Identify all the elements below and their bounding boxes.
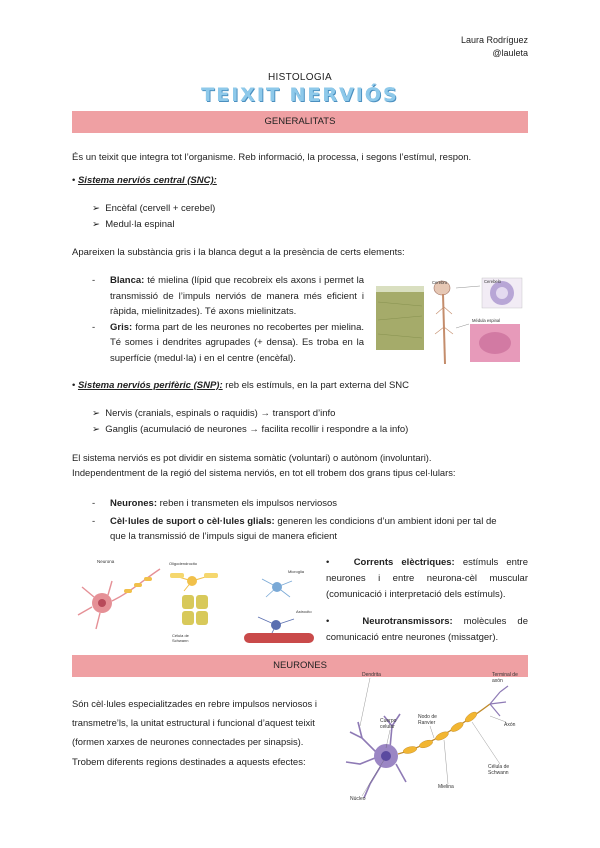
list-item-text: Nervis (cranials, espinals o raquidis) → transport d’info	[105, 408, 336, 419]
bullet-dot: •	[326, 557, 330, 568]
neurones-line: Són cèl·lules especialitzades en rebre impulsos nerviosos i	[72, 698, 317, 709]
label-axon: Axón	[504, 722, 516, 728]
myelin-segments	[402, 710, 478, 755]
neurones-label: Neurones:	[110, 498, 157, 509]
arrow-icon: ➢	[92, 203, 100, 214]
somatic-line: El sistema nerviós es pot dividir en sistema somàtic (voluntari) o autònom (involuntari).	[72, 452, 432, 463]
dash-marker: -	[92, 515, 96, 527]
gris-line: troba en la superfície (medul·la) i en el centre (encèfal).	[110, 337, 364, 364]
gris-line: forma part de les neurones no recobertes per	[135, 321, 329, 333]
dash-marker: -	[92, 275, 96, 286]
regions-text: Trobem diferents regions destinades a aquests efectes:	[72, 757, 306, 768]
bullet-dot: •	[326, 616, 330, 627]
list-item-text: Medul·la espinal	[105, 219, 175, 230]
label-mielina: Mielina	[438, 784, 454, 790]
neuron-diagram	[340, 664, 530, 804]
suport-label: Cèl·lules de suport o cèl·lules glials:	[110, 515, 275, 527]
list-item	[92, 273, 364, 320]
label-celula-1: Célula de	[488, 764, 510, 770]
gris-label: Gris:	[110, 321, 133, 333]
neurotrans-block	[326, 614, 528, 646]
neurones-line: transmetre’ls, la unitat estructural i funcional d’aquest teixit	[72, 717, 315, 728]
arrow-icon: ➢	[92, 219, 100, 230]
list-item-text: Encèfal (cervell + cerebel)	[105, 203, 216, 214]
neurones-line: (formen xarxes de neurones connectades per sinapsis).	[72, 736, 304, 747]
list-item	[92, 422, 408, 437]
corrents-text: neurones i entre neurona-cèl muscular	[326, 573, 528, 584]
neurones-desc: reben i transmeten els impulsos nerviosos	[159, 498, 338, 509]
substancia-text: Apareixen la substància gris i la blanca degut a la presència de certs elements:	[72, 247, 405, 258]
author-name: Laura Rodríguez	[460, 35, 528, 45]
blanca-line: eficient i ràpida, mielinitzades). Té axons mielinitzats.	[110, 290, 365, 317]
suport-desc: que la transmissió de l’impuls sigui de manera eficient	[110, 531, 338, 542]
suport-desc: generen les condicions d’un ambient idoni per tal de	[277, 515, 497, 527]
corrents-text: (comunicació i interpretació dels estímuls).	[326, 589, 506, 600]
label-nodo-2: Ranvier	[418, 720, 436, 726]
bullet-dot: •	[72, 175, 76, 186]
gris-line: mielina. Té somes i dendrites agrupades (+ densa). Es	[110, 321, 365, 348]
spinal-cord	[443, 294, 445, 364]
arrow-icon: ➢	[92, 424, 100, 435]
label-nodo-1: Nodo de	[418, 714, 437, 720]
list-item	[92, 201, 215, 216]
snp-heading	[72, 380, 528, 391]
label-cerebelo: Cerebelo	[484, 279, 501, 284]
axon-terminals	[490, 686, 508, 716]
neurotrans-label: Neurotransmissors:	[362, 616, 453, 627]
dash-marker: -	[92, 498, 96, 509]
intro-text: És un teixit que integra tot l’organisme. Reb informació, la processa, i segons l’estímul, respon.	[72, 152, 472, 163]
list-item	[92, 406, 335, 421]
corrents-label: Corrents elèctriques:	[353, 557, 455, 568]
glia-illustration	[72, 551, 320, 651]
neurones-description	[72, 694, 352, 751]
label-astro: Astrocito	[296, 609, 312, 614]
label-cuerpo-2: celular	[380, 724, 395, 730]
list-item	[92, 217, 174, 232]
label-neurona: Neurona	[97, 559, 115, 564]
cell-types-list	[92, 496, 528, 545]
blanca-line: la transmissió de l’impuls nerviós de manera més	[110, 275, 365, 302]
label-micro: Microglia	[288, 569, 305, 574]
section-band-neurones: NEURONES	[72, 655, 528, 677]
corrents-text: estímuls entre	[462, 557, 529, 568]
label-schwann-1: Célula de	[172, 633, 189, 638]
label-celula-2: Schwann	[488, 770, 509, 776]
list-item	[92, 320, 364, 367]
arrow-icon: ➢	[92, 408, 100, 419]
bullet-dot: •	[72, 380, 76, 391]
label-oligo: Oligodendrocito	[169, 561, 198, 566]
corrents-block	[326, 555, 528, 603]
subtitle: TEIXIT NERVIÓS	[201, 84, 399, 106]
neurotrans-text: comunicació entre neurones (missatger).	[326, 632, 499, 643]
nucleus	[381, 751, 391, 761]
doc-title: HISTOLOGIA	[268, 72, 332, 83]
list-item	[92, 514, 528, 545]
list-item	[92, 496, 528, 512]
label-medula: Médula espinal	[472, 318, 501, 323]
author-handle: @lauleta	[492, 48, 528, 58]
blanca-gris-list	[92, 273, 364, 366]
label-nucleo: Núcleo	[350, 796, 366, 802]
blanca-label: Blanca:	[110, 275, 145, 286]
section-band-generalitats: GENERALITATS	[72, 111, 528, 133]
snp-title: Sistema nerviós perifèric (SNP):	[77, 380, 223, 391]
snc-title: Sistema nerviós central (SNC):	[77, 175, 217, 186]
label-cuerpo-1: Cuerpo	[380, 718, 397, 724]
brain-illustration	[372, 272, 532, 372]
author-block	[461, 34, 528, 60]
snc-heading	[72, 175, 217, 186]
label-cerebro: Cerebro	[432, 280, 448, 285]
neurotrans-text: molècules de	[463, 616, 528, 627]
somatic-text	[72, 450, 528, 480]
label-schwann-2: Schwann	[172, 638, 189, 643]
list-item-text: Ganglis (acumulació de neurones → facilita recollir i respondre a la info)	[105, 424, 409, 435]
label-terminal-1: Terminal de	[492, 672, 518, 678]
somatic-line: Independentment de la regió del sistema nerviós, en tot ell trobem dos grans tipus cel·lulars:	[72, 467, 456, 478]
blanca-line: té mielina (lípid que recobreix els axons i permet	[147, 275, 354, 286]
label-terminal-2: axón	[492, 678, 503, 684]
blood-vessel	[244, 633, 314, 643]
label-dendrita: Dendrita	[362, 672, 381, 678]
dash-marker: -	[92, 321, 96, 333]
snp-text: reb els estímuls, en la part externa del SNC	[225, 380, 410, 391]
